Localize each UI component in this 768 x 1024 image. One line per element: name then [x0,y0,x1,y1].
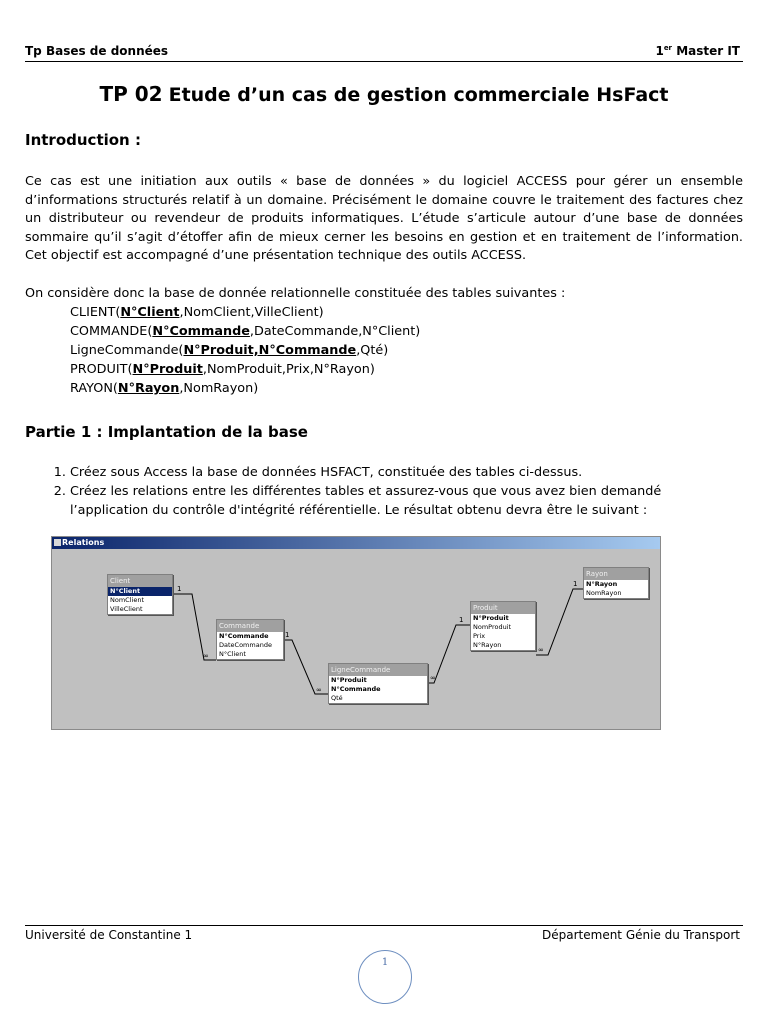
footer-rule [25,925,743,926]
many-label: ∞ [316,686,322,694]
one-label: 1 [459,616,464,624]
one-label: 1 [285,631,290,639]
table-title: Commande [217,620,283,632]
table-title: Produit [471,602,535,614]
part1-heading: Partie 1 : Implantation de la base [25,423,308,441]
schema-lead: On considère donc la base de donnée relationnelle constituée des tables suivantes : [25,286,566,301]
table-field: N°Client [219,650,246,658]
many-label: ∞ [538,646,544,654]
table-commande[interactable] [216,619,284,660]
table-field: Qté [331,694,343,702]
schema-list [70,303,420,398]
one-label: 1 [177,585,182,593]
table-rayon[interactable] [583,567,649,599]
page-title: TP 02 Etude d’un cas de gestion commerciale HsFact [99,82,669,106]
rel-client-commande [174,594,216,660]
header-rule [25,61,743,62]
many-label: ∞ [430,674,436,682]
table-field: DateCommande [219,641,272,649]
table-field: N°Produit [331,676,367,684]
table-title: Rayon [584,568,648,580]
footer-right: Département Génie du Transport [542,928,740,942]
intro-paragraph: Ce cas est une initiation aux outils « base de données » du logiciel ACCESS pour gérer un ensemble d’informations structurés relatif à un domaine. Précisément le domaine couvre le traitement des factures chez un distributeur ou revendeur de produits informatiques. L’étude s’articule autour d’une base de données sommaire qu’il s’agit d’étoffer afin de mieux cerner les besoins en gestion et en traitement de l’information. Cet objectif est accompagné d’une présentation technique des outils ACCESS. [25,174,743,263]
schema-client: CLIENT(N°Client,NomClient,VilleClient) [70,305,324,320]
table-field: NomRayon [586,589,622,597]
relations-titlebar: Relations [52,537,660,549]
many-label: ∞ [203,652,209,660]
table-title: LigneCommande [329,664,427,676]
table-field: NomClient [110,596,144,604]
step-item: 2. Créez les relations entre les différentes tables et assurez-vous que vous avez bien demandé l’application du contrôle d'intégrité référentielle. Le résultat obtenu devra être le suivant : [70,482,743,520]
table-field: N°Rayon [586,580,618,588]
header-right: 1er Master IT [655,44,740,58]
table-client[interactable] [107,574,173,615]
schema-rayon: RAYON(N°Rayon,NomRayon) [70,381,259,396]
table-title: Client [108,575,172,587]
table-field: N°Commande [331,685,381,693]
footer-left: Université de Constantine 1 [25,928,193,942]
table-field: N°Commande [219,632,269,640]
header-left: Tp Bases de données [25,44,169,58]
table-field: N°Client [108,587,172,596]
table-field: Prix [473,632,486,640]
table-field: VilleClient [110,605,143,613]
schema-lignecommande: LigneCommande(N°Produit,N°Commande,Qté) [70,343,389,358]
relations-window [51,536,661,730]
schema-commande: COMMANDE(N°Commande,DateCommande,N°Client) [70,324,421,339]
step-item: 1. Créez sous Access la base de données HSFACT, constituée des tables ci-dessus. [70,463,743,482]
steps-list [25,463,743,520]
table-field: NomProduit [473,623,512,631]
table-field: N°Produit [473,614,509,622]
schema-produit: PRODUIT(N°Produit,NomProduit,Prix,N°Rayon) [70,362,375,377]
table-produit[interactable] [470,601,536,651]
one-label: 1 [573,580,578,588]
intro-heading: Introduction : [25,131,141,149]
page-number: 1 [358,950,412,1004]
table-lignecommande[interactable] [328,663,428,704]
table-field: N°Rayon [473,641,502,649]
